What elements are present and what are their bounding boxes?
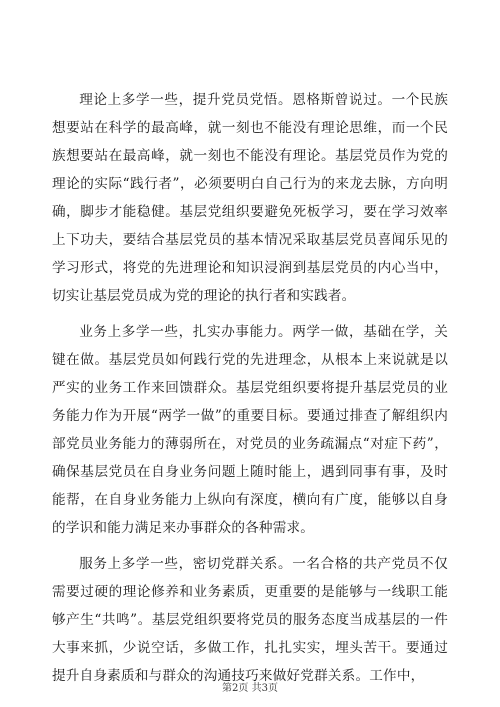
paragraph-service: 服务上多学一些，密切党群关系。一名合格的共产党员不仅需要过硬的理论修养和业务素质，更重要的是能够与一线职工能够产生“共鸣”。基层党组织要将党员的服务态度当成基层的一件大事来抓，少说空话，多做工作，扎扎实实，埋头苦干。要通过提升自身素质和与群众的沟通技巧来做好党群关系。工作中， bbox=[52, 556, 448, 684]
page-footer bbox=[0, 679, 500, 694]
page-number-label: 第2页 共3页 bbox=[222, 683, 278, 694]
paragraph-business: 业务上多学一些，扎实办事能力。两学一做，基础在学，关键在做。基层党员如何践行党的先进理念，从根本上来说就是以严实的业务工作来回馈群众。基层党组织要将提升基层党员的业务能力作为开展“两学一做”的重要目标。要通过排查了解组织内部党员业务能力的薄弱所在，对党员的业务疏漏点“对症下药”，确保基层党员在自身业务问题上随时能上，遇到同事有事，及时能帮，在自身业务能力上纵向有深度，横向有广度，能够以自身的学识和能力满足来办事群众的各种需求。 bbox=[52, 324, 448, 536]
body-text bbox=[52, 86, 448, 698]
paragraph-theory: 理论上多学一些，提升党员党悟。恩格斯曾说过。一个民族想要站在科学的最高峰，就一刻也不能没有理论思维，而一个民族想要站在最高峰，就一刻也不能没有理论。基层党员作为党的理论的实际“践行者”，必须要明白自己行为的来龙去脉，方向明确，脚步才能稳健。基层党组织要避免死板学习，要在学习效率上下功夫，要结合基层党员的基本情况采取基层党员喜闻乐见的学习形式，将党的先进理论和知识浸润到基层党员的内心当中，切实让基层党员成为党的理论的执行者和实践者。 bbox=[52, 92, 448, 304]
